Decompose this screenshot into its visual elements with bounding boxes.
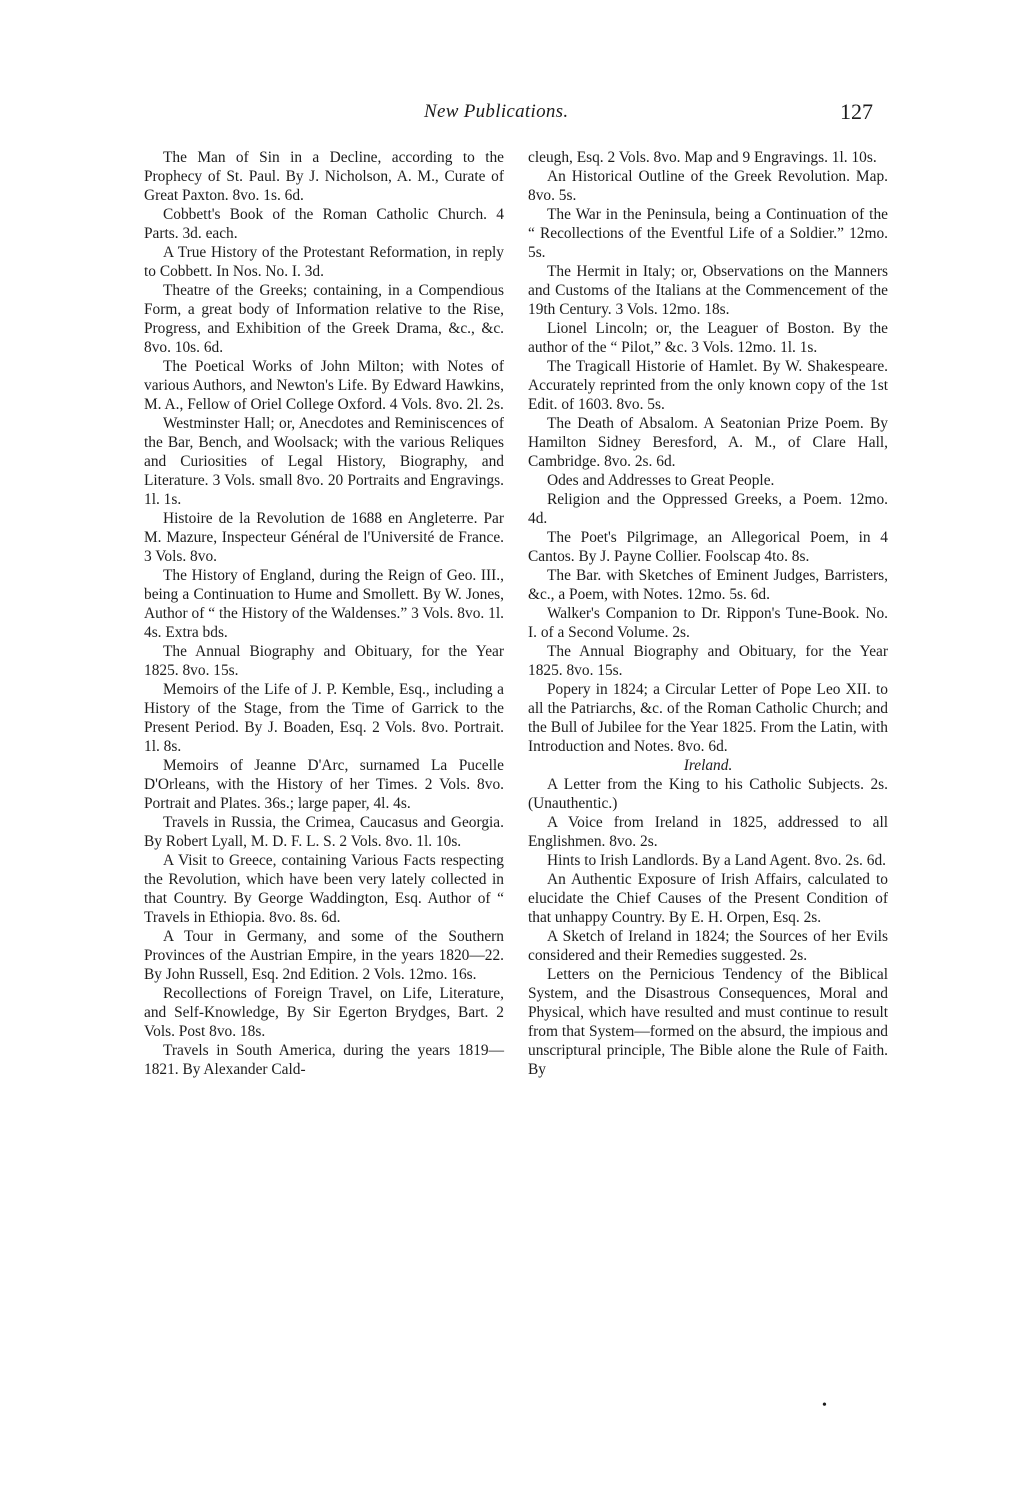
entry-greek-revolution: An Historical Outline of the Greek Revolution. Map. 8vo. 5s.	[528, 168, 888, 204]
entry-odes: Odes and Addresses to Great People.	[547, 472, 775, 489]
entry-sketch-ireland: A Sketch of Ireland in 1824; the Sources of her Evils considered and their Remedies suggested. 2s.	[528, 928, 888, 964]
entry-lionel-lincoln: Lionel Lincoln; or, the Leaguer of Boston. By the author of the “ Pilot,” &c. 3 Vols. 12mo. 1l. 1s.	[528, 320, 888, 356]
entry-history-england: The History of England, during the Reign of Geo. III., being a Continuation to Hume and Smollett. By W. Jones, Author of “ the History of the Waldenses.” 3 Vols. 8vo. 1l. 4s. Extra bds.	[144, 567, 504, 641]
entry-letters-pernicious: Letters on the Pernicious Tendency of the Biblical System, and the Disastrous Consequences, Moral and Physical, which have resulted and must continue to result from that System—formed on the absurd, the impious and unscriptural principle, The Bible alone the Rule of Faith. By	[528, 966, 888, 1078]
entry-authentic-exposure: An Authentic Exposure of Irish Affairs, calculated to elucidate the Chief Causes of the Present Condition of that unhappy Country. By E. H. Orpen, Esq. 2s.	[528, 871, 888, 926]
entry-travels-south-america: Travels in South America, during the years 1819—1821. By Alexander Cald-	[144, 1042, 504, 1078]
page-number: 127	[840, 99, 873, 124]
section-heading-ireland: Ireland.	[683, 757, 733, 774]
left-column	[144, 148, 504, 1079]
entry-cobbett-book: Cobbett's Book of the Roman Catholic Church. 4 Parts. 3d. each.	[144, 206, 504, 242]
entry-continuation: cleugh, Esq. 2 Vols. 8vo. Map and 9 Engravings. 1l. 10s.	[528, 149, 877, 166]
entry-annual-biography-2: The Annual Biography and Obituary, for the Year 1825. 8vo. 15s.	[528, 643, 888, 679]
entry-westminster-hall: Westminster Hall; or, Anecdotes and Reminiscences of the Bar, Bench, and Woolsack; with the various Reliques and Curiosities of Legal History, Biography, and Literature. 3 Vols. small 8vo. 20 Portraits and Engravings. 1l. 1s.	[144, 415, 504, 508]
entry-man-of-sin: The Man of Sin in a Decline, according to the Prophecy of St. Paul. By J. Nicholson, A. M., Curate of Great Paxton. 8vo. 1s. 6d.	[144, 149, 504, 204]
running-head: New Publications.	[424, 101, 569, 122]
entry-religion-greeks: Religion and the Oppressed Greeks, a Poem. 12mo. 4d.	[528, 491, 888, 527]
entry-letter-king: A Letter from the King to his Catholic Subjects. 2s. (Unauthentic.)	[528, 776, 888, 812]
entry-milton: The Poetical Works of John Milton; with Notes of various Authors, and Newton's Life. By Edward Hawkins, M. A., Fellow of Oriel College Oxford. 4 Vols. 8vo. 2l. 2s.	[144, 358, 504, 413]
entry-death-absalom: The Death of Absalom. A Seatonian Prize Poem. By Hamilton Sidney Beresford, A. M., of Clare Hall, Cambridge. 8vo. 2s. 6d.	[528, 415, 888, 470]
entry-histoire-revolution: Histoire de la Revolution de 1688 en Angleterre. Par M. Mazure, Inspecteur Général de l'Université de France. 3 Vols. 8vo.	[144, 510, 504, 565]
entry-jeanne-darc: Memoirs of Jeanne D'Arc, surnamed La Pucelle D'Orleans, with the History of her Times. 2 Vols. 8vo. Portrait and Plates. 36s.; large paper, 4l. 4s.	[144, 757, 504, 812]
entry-poets-pilgrimage: The Poet's Pilgrimage, an Allegorical Poem, in 4 Cantos. By J. Payne Collier. Foolscap 4to. 8s.	[528, 529, 888, 565]
entry-the-bar: The Bar. with Sketches of Eminent Judges, Barristers, &c., a Poem, with Notes. 12mo. 5s. 6d.	[528, 567, 888, 603]
right-column	[528, 148, 888, 1079]
entry-kemble: Memoirs of the Life of J. P. Kemble, Esq., including a History of the Stage, from the Time of Garrick to the Present Period. By J. Boaden, Esq. 2 Vols. 8vo. Portrait. 1l. 8s.	[144, 681, 504, 755]
entry-recollections: Recollections of Foreign Travel, on Life, Literature, and Self-Knowledge, By Sir Egerton Brydges, Bart. 2 Vols. Post 8vo. 18s.	[144, 985, 504, 1040]
entry-true-history: A True History of the Protestant Reformation, in reply to Cobbett. In Nos. No. I. 3d.	[144, 244, 504, 280]
entry-visit-greece: A Visit to Greece, containing Various Facts respecting the Revolution, which have been very lately collected in that Country. By George Waddington, Esq. Author of “ Travels in Ethiopia. 8vo. 8s. 6d.	[144, 852, 504, 926]
entry-popery: Popery in 1824; a Circular Letter of Pope Leo XII. to all the Patriarchs, &c. of the Roman Catholic Church; and the Bull of Jubilee for the Year 1825. From the Latin, with Introduction and Notes. 8vo. 6d.	[528, 681, 888, 755]
entry-war-peninsula: The War in the Peninsula, being a Continuation of the “ Recollections of the Eventful Life of a Soldier.” 12mo. 5s.	[528, 206, 888, 261]
entry-walkers-companion: Walker's Companion to Dr. Rippon's Tune-Book. No. I. of a Second Volume. 2s.	[528, 605, 888, 641]
entry-hamlet: The Tragicall Historie of Hamlet. By W. Shakespeare. Accurately reprinted from the only known copy of the 1st Edit. of 1603. 8vo. 5s.	[528, 358, 888, 413]
entry-hints-landlords: Hints to Irish Landlords. By a Land Agent. 8vo. 2s. 6d.	[547, 852, 886, 869]
entry-voice-ireland: A Voice from Ireland in 1825, addressed to all Englishmen. 8vo. 2s.	[528, 814, 888, 850]
entry-hermit-italy: The Hermit in Italy; or, Observations on the Manners and Customs of the Italians at the Commencement of the 19th Century. 3 Vols. 12mo. 18s.	[528, 263, 888, 318]
entry-tour-germany: A Tour in Germany, and some of the Southern Provinces of the Austrian Empire, in the years 1820—22. By John Russell, Esq. 2nd Edition. 2 Vols. 12mo. 16s.	[144, 928, 504, 983]
entry-theatre-greeks: Theatre of the Greeks; containing, in a Compendious Form, a great body of Information relative to the Rise, Progress, and Exhibition of the Greek Drama, &c., &c. 8vo. 10s. 6d.	[144, 282, 504, 356]
entry-travels-russia: Travels in Russia, the Crimea, Caucasus and Georgia. By Robert Lyall, M. D. F. L. S. 2 Vols. 8vo. 1l. 10s.	[144, 814, 504, 850]
entry-annual-biography: The Annual Biography and Obituary, for the Year 1825. 8vo. 15s.	[144, 643, 504, 679]
footer-mark: •	[822, 1398, 827, 1413]
